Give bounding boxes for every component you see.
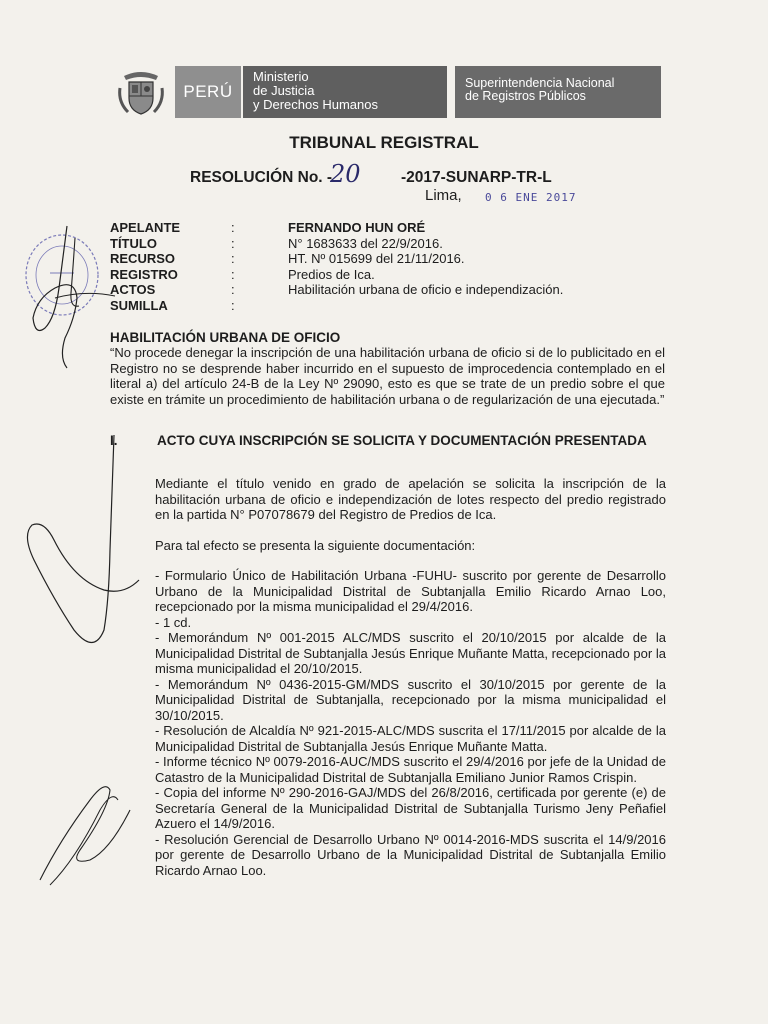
info-colon: : (231, 282, 235, 297)
ministry-line-2: de Justicia (253, 83, 315, 98)
info-label: REGISTRO (110, 266, 178, 282)
info-value: FERNANDO HUN ORÉ (288, 220, 426, 235)
info-colon: : (231, 251, 235, 266)
info-value: N° 1683633 del 22/9/2016. (288, 235, 443, 251)
document-list-item: - Memorándum Nº 0436-2015-GM/MDS suscrito el 30/10/2015 por gerente de la Municipalidad Distrital de Subtanjalla, recepcionado por la misma municipalidad el 30/10/2015. (155, 676, 666, 723)
section-title: ACTO CUYA INSCRIPCIÓN SE SOLICITA Y DOCUMENTACIÓN PRESENTADA (157, 433, 647, 448)
body-paragraph-1: Mediante el título venido en grado de apelación se solicita la inscripción de la habilitación urbana de oficio e independización de lotes respecto del predio registrado en la partida N° P07078679 del Registro de Predios de Ica. (155, 476, 666, 522)
ministry-line-1: Ministerio (253, 69, 309, 84)
section-number: I. (110, 433, 118, 448)
signature-3-icon (30, 770, 140, 890)
peru-label: PERÚ (183, 82, 233, 101)
signature-2-icon (14, 430, 144, 680)
summary-title: HABILITACIÓN URBANA DE OFICIO (110, 330, 341, 345)
document-list-item: - 1 cd. (155, 614, 192, 630)
document-title: TRIBUNAL REGISTRAL (289, 133, 479, 152)
signature-1-icon (15, 218, 125, 388)
peru-logo-box (175, 66, 241, 118)
info-label: SUMILLA (110, 297, 168, 313)
info-label: APELANTE (110, 220, 181, 235)
place-label: Lima, (425, 187, 462, 204)
document-list-item: - Resolución Gerencial de Desarrollo Urbano Nº 0014-2016-MDS suscrita el 14/9/2016 por gerente de Desarrollo Urbano de la Municipalidad Distrital de Subtanjalla Emilio Ricardo Arnao Loo. (155, 831, 666, 878)
info-colon: : (231, 220, 235, 235)
document-list-item: - Memorándum Nº 001-2015 ALC/MDS suscrito el 20/10/2015 por alcalde de la Municipalidad Distrital de Subtanjalla Jesús Enrique Muñante Matta, recepcionado por la misma municipalidad el 20/10/2015. (155, 630, 666, 676)
agency-line-1: Superintendencia Nacional (465, 76, 615, 90)
info-value: HT. Nº 015699 del 21/11/2016. (288, 251, 465, 266)
resolution-number-handwritten: 20 (330, 160, 361, 188)
info-label: ACTOS (110, 282, 156, 297)
resolution-prefix: RESOLUCIÓN No. - (190, 169, 333, 186)
document-list-item: - Formulario Único de Habilitación Urbana -FUHU- suscrito por gerente de Desarrollo Urbano de la Municipalidad Distrital de Subtanjalla Emilio Ricardo Arnao Loo, recepcionado por la misma municipalidad el 29/4/2016. (155, 568, 666, 614)
document-list-item: - Informe técnico Nº 0079-2016-AUC/MDS suscrito el 29/4/2016 por jefe de la Unidad de Catastro de la Municipalidad Distrital de Subtanjalla Emiliano Junior Ramos Crispin. (155, 754, 666, 785)
section-body (155, 476, 666, 878)
ministry-line-3: y Derechos Humanos (253, 97, 378, 112)
resolution-suffix: -2017-SUNARP-TR-L (401, 169, 552, 186)
info-value: Habilitación urbana de oficio e independización. (288, 282, 564, 297)
document-list-item: - Copia del informe Nº 290-2016-GAJ/MDS del 26/8/2016, certificada por gerente (e) de Secretaría General de la Municipalidad Distrital de Subtanjalla Turismo Jeny Peñafiel Azuero el 14/9/2016. (155, 785, 666, 831)
info-label: RECURSO (110, 251, 176, 266)
info-label: TÍTULO (110, 235, 157, 251)
ministry-logo-box (243, 66, 447, 118)
agency-logo-box (455, 66, 661, 118)
coat-of-arms-icon (116, 66, 166, 118)
summary-text: “No procede denegar la inscripción de una habilitación urbana de oficio si de lo publicitado en el Registro no se desprende haber incurrido en el supuesto de improcedencia contemplado en el literal a) del artículo 24-B de la Ley Nº 29090, esto es que se trate de un predio sobre el que existe en trámite un procedimiento de habilitación urbana o de regularización de una ejecutada.” (110, 345, 665, 407)
info-value: Predios de Ica. (288, 266, 375, 282)
info-colon: : (231, 235, 235, 251)
info-colon: : (231, 266, 235, 282)
agency-line-2: de Registros Públicos (465, 89, 586, 103)
body-paragraph-2: Para tal efecto se presenta la siguiente documentación: (155, 537, 476, 553)
info-colon: : (231, 297, 235, 313)
document-list-item: - Resolución de Alcaldía Nº 921-2015-ALC/MDS suscrita el 17/11/2015 por alcalde de la Municipalidad Distrital de Subtanjalla Jesús Enrique Muñante Matta. (155, 723, 666, 754)
date-stamp: 0 6 ENE 2017 (485, 191, 577, 204)
